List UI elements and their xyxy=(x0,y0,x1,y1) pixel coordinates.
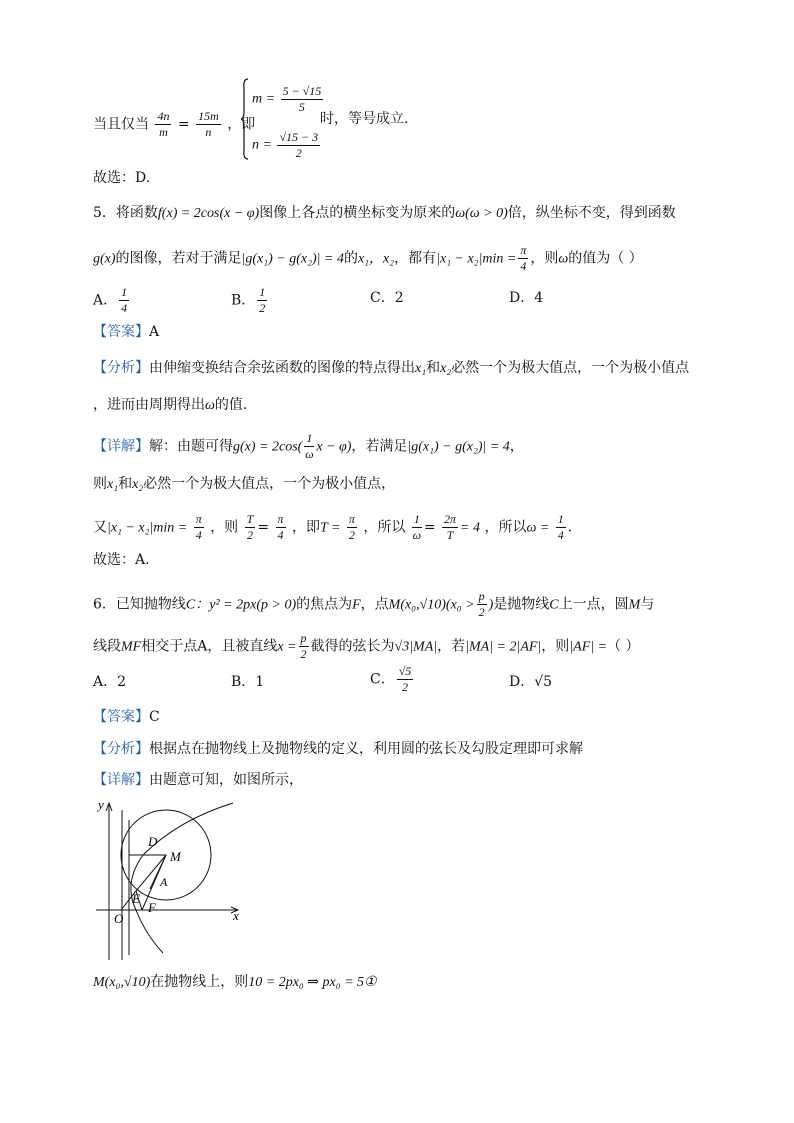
numerator: 5 − √15 xyxy=(282,84,322,98)
math: |g(x₁) − g(x₂)| = 4 xyxy=(407,439,510,455)
text: ，即 xyxy=(291,519,320,536)
text: 在抛物线上，则 xyxy=(150,974,249,990)
case-suffix xyxy=(320,109,408,129)
denominator: 2 xyxy=(259,301,266,315)
option-label: A． xyxy=(93,292,118,309)
text: ，若满足 xyxy=(351,438,408,455)
fraction xyxy=(119,285,129,316)
math: F xyxy=(352,597,361,613)
numerator: p xyxy=(300,631,307,645)
math: 10 = 2px₀ ⇒ px₀ = 5① xyxy=(248,975,377,990)
q5-option-d xyxy=(509,287,543,307)
text: ，即 xyxy=(227,116,256,133)
text: ，都有 xyxy=(394,250,437,267)
denominator: 2 xyxy=(348,528,355,542)
answer-tag: 【答案】 xyxy=(93,709,149,725)
q6-last-line xyxy=(93,972,377,993)
numerator: √5 xyxy=(398,664,412,678)
text: 相交于点A，且被直线 xyxy=(141,638,278,655)
text: 5．将函数 xyxy=(93,205,158,221)
detail-tag: 【详解】 xyxy=(93,772,149,788)
text: 和 xyxy=(118,476,133,492)
denominator: 2 xyxy=(402,680,409,694)
numerator: 1 xyxy=(413,512,420,526)
math: |x₁ − x₂|min = xyxy=(107,520,188,536)
denominator: T xyxy=(446,528,454,542)
analysis-tag: 【分析】 xyxy=(93,741,149,757)
q6-option-b xyxy=(231,671,264,691)
fraction xyxy=(257,285,267,316)
text: ，进而由周期得出 xyxy=(93,397,205,413)
math: x₁，x₂ xyxy=(357,251,395,267)
math: x₁ xyxy=(107,477,119,492)
math: |x₁ − x₂|min = xyxy=(436,251,517,267)
text: 必然一个为极大值点，一个为极小值点， xyxy=(143,476,396,492)
math: ω(ω > 0) xyxy=(455,206,508,221)
math: ) xyxy=(488,597,494,613)
label-m: M xyxy=(170,849,181,864)
text: ，所以 xyxy=(484,519,527,536)
cases-brace xyxy=(241,78,249,160)
denominator: ω xyxy=(305,447,314,461)
denominator: ω xyxy=(412,528,422,542)
q5-analysis-2 xyxy=(93,395,247,416)
option-label: B． xyxy=(231,292,256,309)
math: g(x) = 2cos( xyxy=(233,439,303,455)
numerator: 1 xyxy=(306,431,313,445)
text: ，若 xyxy=(437,638,466,655)
math: C：y² = 2px(p > 0) xyxy=(185,597,297,613)
numerator: π xyxy=(277,512,284,526)
answer-value: A xyxy=(149,324,160,340)
math: C xyxy=(549,597,559,613)
q6-detail-1 xyxy=(93,770,303,790)
math: M(x₀,√10) xyxy=(93,975,151,990)
label-o: O xyxy=(114,911,124,926)
text: 解：由题可得 xyxy=(149,438,233,455)
math: x₂ xyxy=(132,477,144,492)
text: （ ） xyxy=(607,638,640,655)
denominator: 2 xyxy=(300,647,307,661)
fraction xyxy=(196,109,221,140)
fraction xyxy=(518,243,528,274)
option-label: C． xyxy=(370,290,395,306)
math: |MA| = 2|AF| xyxy=(465,639,542,655)
denominator: 4 xyxy=(277,528,284,542)
denominator: m xyxy=(159,125,168,139)
denominator: 4 xyxy=(121,301,128,315)
numerator: 1 xyxy=(259,285,266,299)
option-label: D． xyxy=(509,674,535,690)
q5-detail-3 xyxy=(93,512,572,543)
numerator: 1 xyxy=(557,512,564,526)
math: MF xyxy=(121,639,142,655)
math: ω = xyxy=(526,520,550,536)
text: 6．已知抛物线 xyxy=(93,596,186,613)
option-text: √5 xyxy=(534,674,553,690)
denominator: 5 xyxy=(298,100,305,114)
fraction xyxy=(277,130,320,161)
equals: = xyxy=(423,519,436,536)
q5-analysis-1 xyxy=(93,358,689,379)
text: ，则 xyxy=(210,519,239,536)
text: 图像上各点的横坐标变为原来的 xyxy=(259,205,456,221)
fraction xyxy=(299,631,309,662)
numerator: 1 xyxy=(121,285,128,299)
numerator: p xyxy=(478,589,485,603)
math: x = xyxy=(277,639,297,655)
fraction xyxy=(556,512,566,543)
q5-option-b xyxy=(231,285,269,316)
numerator: π xyxy=(348,512,355,526)
q5-answer xyxy=(93,322,159,342)
case-m xyxy=(252,84,325,115)
text: 由伸缩变换结合余弦函数的图像的特点得出 xyxy=(149,360,415,376)
text: 是抛物线 xyxy=(493,596,550,613)
math: √3|MA| xyxy=(394,639,438,655)
text: 由题意可知，如图所示， xyxy=(149,772,303,788)
text: 故选：D. xyxy=(93,170,151,186)
option-text: 2 xyxy=(117,674,127,690)
denominator: 2 xyxy=(295,146,302,160)
denominator: 4 xyxy=(520,259,527,273)
text: 与 xyxy=(640,596,655,613)
label-y: y xyxy=(98,797,104,812)
q6-stem-line1 xyxy=(93,589,654,620)
option-text: 4 xyxy=(534,290,544,306)
math: |g(x₁) − g(x₂)| = 4 xyxy=(241,251,344,267)
q6-analysis xyxy=(93,739,583,759)
text: ，则 xyxy=(541,638,570,655)
equals: = xyxy=(257,519,270,536)
text: 必然一个为极大值点，一个为极小值点 xyxy=(451,360,690,376)
analysis-tag: 【分析】 xyxy=(93,360,149,376)
denominator: 4 xyxy=(557,528,564,542)
q6-answer xyxy=(93,707,160,727)
math: x − φ) xyxy=(316,439,352,455)
fraction xyxy=(245,512,256,543)
denominator: n xyxy=(205,125,212,139)
math: ω xyxy=(205,398,215,413)
fraction xyxy=(155,109,171,140)
numerator: √15 − 3 xyxy=(279,130,319,144)
numerator: 2π xyxy=(444,512,457,526)
text: 又 xyxy=(93,519,107,536)
label-x: x xyxy=(233,908,239,923)
text: . xyxy=(567,519,573,536)
text: 根据点在抛物线上及抛物线的定义，利用圆的弦长及勾股定理即可求解 xyxy=(149,741,583,757)
text: 时，等号成立. xyxy=(320,111,409,127)
math: g(x) xyxy=(93,251,116,267)
equals: = xyxy=(177,116,190,133)
q4-equality-line xyxy=(93,109,255,140)
text: 倍，纵坐标不变，得到函数 xyxy=(507,205,676,221)
text: 和 xyxy=(426,360,441,376)
math: x₁ xyxy=(415,361,427,376)
q5-detail-2 xyxy=(93,474,395,495)
text: ，点 xyxy=(360,596,389,613)
text: ，则 xyxy=(530,250,559,267)
numerator: T xyxy=(246,512,254,526)
option-label: C． xyxy=(370,671,395,688)
text: 截得的弦长为 xyxy=(310,638,395,655)
math: M(x₀,√10)(x₀ > xyxy=(388,597,475,613)
q6-stem-line2 xyxy=(93,631,640,662)
fraction xyxy=(281,84,324,115)
label-f: F xyxy=(148,900,156,915)
q6-option-a xyxy=(93,671,126,691)
numerator: 4n xyxy=(157,109,170,123)
numerator: π xyxy=(195,512,202,526)
option-label: A． xyxy=(93,674,118,690)
parabola-circle-figure xyxy=(88,795,258,965)
math: = 4 xyxy=(460,520,480,536)
option-label: D． xyxy=(509,290,535,306)
option-text: 2 xyxy=(394,290,404,306)
q4-choice xyxy=(93,168,150,188)
math: x₂ xyxy=(440,361,452,376)
q5-detail-1 xyxy=(93,431,524,462)
detail-tag: 【详解】 xyxy=(93,438,149,455)
q5-option-a xyxy=(93,285,131,316)
fraction xyxy=(304,431,314,462)
case-lhs: n = xyxy=(252,137,272,153)
text: 的值为（ ） xyxy=(568,250,643,267)
option-text: 1 xyxy=(255,674,265,690)
math: |AF| = xyxy=(569,639,608,655)
denominator: 4 xyxy=(195,528,202,542)
fraction xyxy=(347,512,357,543)
label-a: A xyxy=(160,875,168,889)
label-d: D xyxy=(148,834,158,849)
numerator: π xyxy=(520,243,527,257)
q6-option-c xyxy=(370,664,415,695)
label-e: E xyxy=(132,891,140,906)
text: 当且仅当 xyxy=(93,116,149,133)
text: 的 xyxy=(343,250,358,267)
text: 上一点，圆 xyxy=(558,596,629,613)
q5-stem-line2 xyxy=(93,243,643,274)
q5-stem-line1 xyxy=(93,203,676,224)
numerator: 15m xyxy=(198,109,219,123)
text: ， xyxy=(509,438,524,455)
case-n xyxy=(252,130,322,161)
math: ω xyxy=(558,251,569,267)
text: ，所以 xyxy=(363,519,406,536)
fraction xyxy=(397,664,414,695)
fraction xyxy=(276,512,286,543)
text: 的焦点为 xyxy=(296,596,353,613)
answer-tag: 【答案】 xyxy=(93,324,149,340)
fraction xyxy=(477,589,487,620)
answer-value: C xyxy=(149,709,160,725)
case-lhs: m = xyxy=(252,91,276,107)
math: M xyxy=(628,597,641,613)
denominator: 2 xyxy=(246,528,253,542)
text: 的值. xyxy=(214,397,248,413)
q5-choice xyxy=(93,550,150,570)
option-label: B． xyxy=(231,674,256,690)
math: f(x) = 2cos(x − φ) xyxy=(157,206,260,221)
text: 线段 xyxy=(93,638,121,655)
text: 的图像，若对于满足 xyxy=(115,250,242,267)
q5-option-c xyxy=(370,287,404,307)
text: 故选：A. xyxy=(93,552,150,568)
fraction xyxy=(442,512,458,543)
text: 则 xyxy=(93,476,107,492)
fraction xyxy=(412,512,422,543)
math: T = xyxy=(319,520,341,536)
q6-option-d xyxy=(509,671,552,691)
denominator: 2 xyxy=(478,605,485,619)
fraction xyxy=(194,512,204,543)
